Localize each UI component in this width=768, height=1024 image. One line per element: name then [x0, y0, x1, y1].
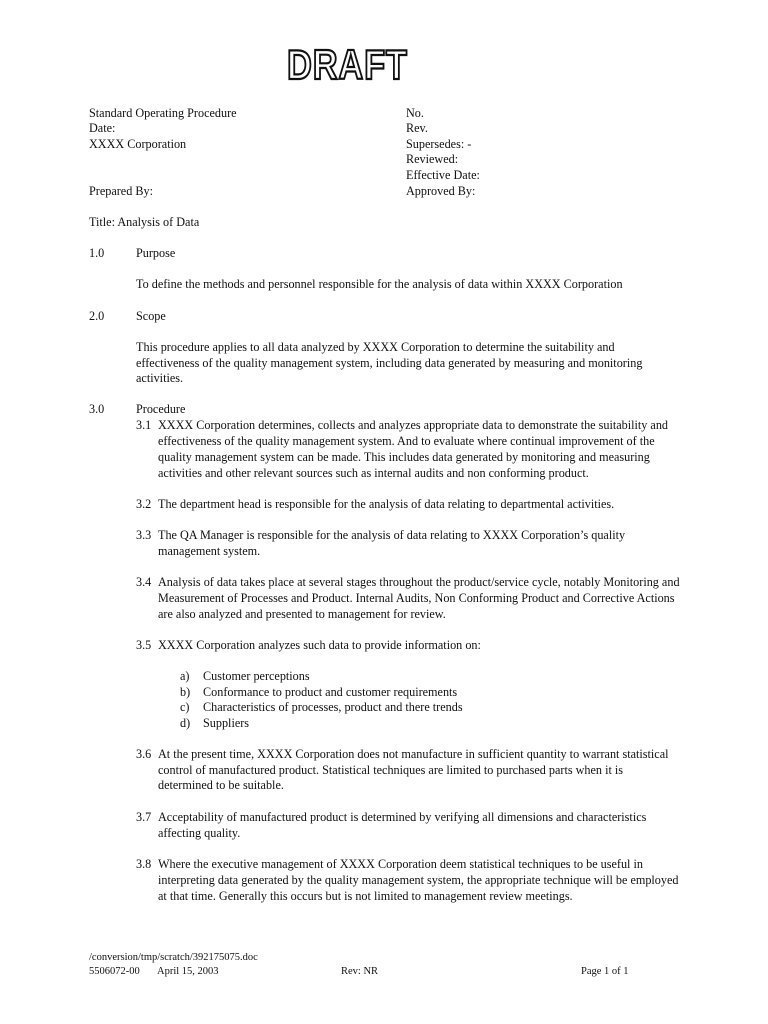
purpose-text: To define the methods and personnel responsible for the analysis of data within XXXX Corporation — [136, 277, 623, 291]
sub-list-item: Customer perceptions — [203, 669, 310, 683]
header-doc-type: Standard Operating Procedure — [89, 106, 237, 120]
procedure-item-line: XXXX Corporation analyzes such data to provide information on: — [158, 638, 481, 652]
header-company: XXXX Corporation — [89, 137, 187, 151]
procedure-item-line: Analysis of data takes place at several stages throughout the product/service cycle, notably Monitoring and — [158, 575, 680, 589]
procedure-item-line: Acceptability of manufactured product is determined by verifying all dimensions and characteristics — [158, 810, 647, 824]
procedure-item-line: effectiveness of the quality management system. And to evaluate where continual improvement of the — [158, 434, 655, 448]
sub-list-item: Suppliers — [203, 716, 250, 730]
procedure-item-line: interpreting data generated by the quality management system, the appropriate technique will be employed — [158, 873, 679, 887]
section-heading-procedure: Procedure — [136, 402, 186, 416]
procedure-item-number: 3.4 — [136, 575, 152, 589]
header-reviewed-label: Reviewed: — [406, 152, 459, 166]
procedure-item-number: 3.7 — [136, 810, 152, 824]
prepared-by-label: Prepared By: — [89, 184, 153, 198]
header-number-label: No. — [406, 106, 424, 120]
approved-by-label: Approved By: — [406, 184, 476, 198]
header-rev-label: Rev. — [406, 121, 428, 135]
sub-list-item: Conformance to product and customer requirements — [203, 685, 458, 699]
sub-list-item: Characteristics of processes, product and there trends — [203, 700, 463, 714]
procedure-item-number: 3.8 — [136, 857, 152, 871]
procedure-item-line: The department head is responsible for the analysis of data relating to departmental activities. — [158, 497, 615, 511]
procedure-item-number: 3.6 — [136, 747, 152, 761]
procedure-item-line: determined to be suitable. — [158, 778, 284, 792]
sub-list-letter: b) — [180, 685, 191, 699]
section-heading-scope: Scope — [136, 309, 166, 323]
scope-line: This procedure applies to all data analyzed by XXXX Corporation to determine the suitability and — [136, 340, 615, 354]
procedure-item-number: 3.3 — [136, 528, 152, 542]
procedure-item-line: Measurement of Processes and Product. Internal Audits, Non Conforming Product and Corrective Actions — [158, 591, 675, 605]
procedure-item-line: At the present time, XXXX Corporation does not manufacture in sufficient quantity to warrant statistical — [158, 747, 669, 761]
footer-doc-id: 5506072-00 — [89, 966, 140, 977]
section-number-procedure: 3.0 — [89, 402, 105, 416]
section-number-scope: 2.0 — [89, 309, 105, 323]
procedure-item-line: management system. — [158, 544, 261, 558]
footer-date: April 15, 2003 — [157, 966, 219, 977]
procedure-item-number: 3.1 — [136, 418, 152, 432]
procedure-item-line: XXXX Corporation determines, collects and analyzes appropriate data to demonstrate the suitability and — [158, 418, 669, 432]
sub-list-letter: d) — [180, 716, 191, 730]
footer-file-path: /conversion/tmp/scratch/392175075.doc — [89, 952, 258, 963]
procedure-item-number: 3.2 — [136, 497, 152, 511]
sub-list-letter: c) — [180, 700, 190, 714]
footer-revision: Rev: NR — [341, 966, 379, 977]
scope-line: activities. — [136, 371, 184, 385]
procedure-item-line: Where the executive management of XXXX Corporation deem statistical techniques to be useful in — [158, 857, 643, 871]
header-supersedes-label: Supersedes: - — [406, 137, 472, 151]
section-heading-purpose: Purpose — [136, 246, 176, 260]
procedure-item-line: control of manufactured product. Statistical techniques are limited to purchased parts when it is — [158, 763, 624, 777]
scope-line: effectiveness of the quality management system, including data generated by measuring and monitoring — [136, 356, 643, 370]
procedure-item-line: The QA Manager is responsible for the analysis of data relating to XXXX Corporation’s quality — [158, 528, 626, 542]
header-date-label: Date: — [89, 121, 116, 135]
document-title: Title: Analysis of Data — [89, 215, 200, 229]
section-number-purpose: 1.0 — [89, 246, 105, 260]
procedure-item-line: affecting quality. — [158, 826, 241, 840]
footer-page-number: Page 1 of 1 — [581, 966, 629, 977]
procedure-item-number: 3.5 — [136, 638, 152, 652]
procedure-item-line: are also analyzed and presented to management for review. — [158, 607, 446, 621]
procedure-item-line: at that time. Generally this occurs but is not limited to management review meetings. — [158, 889, 573, 903]
header-effective-date-label: Effective Date: — [406, 168, 480, 182]
sub-list-letter: a) — [180, 669, 190, 683]
procedure-item-line: activities and other relevant sources such as internal audits and non conforming product. — [158, 466, 589, 480]
procedure-item-line: quality management system can be made. This includes data generated by monitoring and measuring — [158, 450, 650, 464]
draft-watermark: DRAFT — [287, 41, 408, 88]
